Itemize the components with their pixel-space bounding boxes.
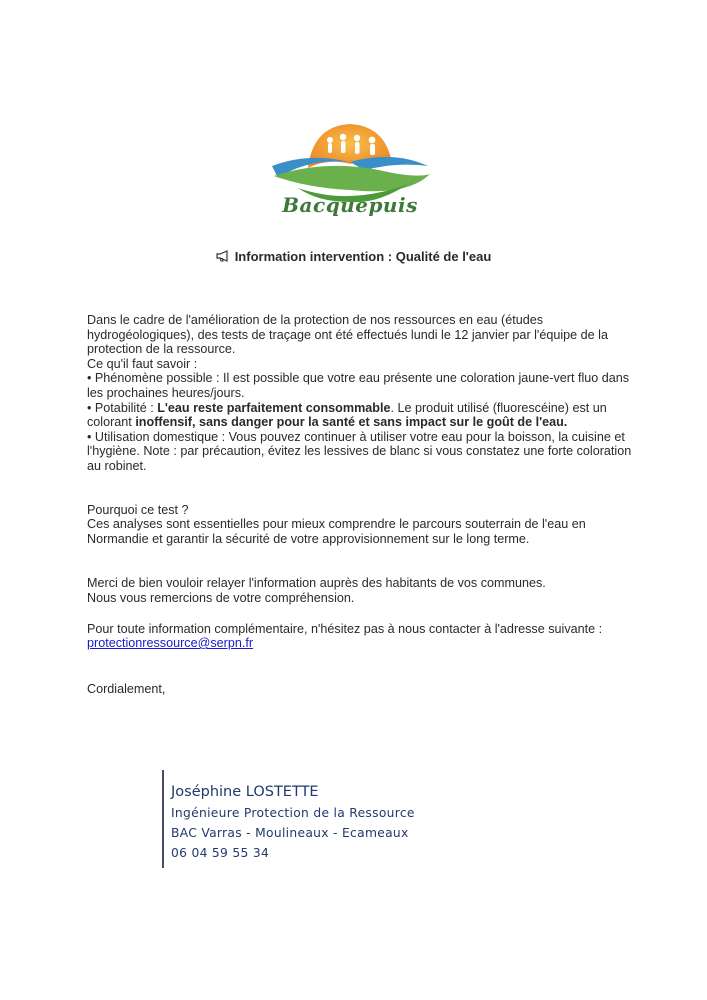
contact-paragraph bbox=[87, 622, 632, 651]
why-answer: Ces analyses sont essentielles pour mieux comprendre le parcours souterrain de l'eau en Normandie et garantir la sécurité de votre approvisionnement sur le long terme. bbox=[87, 517, 586, 546]
heading-text: Information intervention : Qualité de l'eau bbox=[234, 249, 492, 264]
logo-wordmark: Bacquepuis bbox=[282, 193, 418, 217]
bullet-potabilite-bold2: inoffensif, sans danger pour la santé et sans impact sur le goût de l'eau. bbox=[135, 415, 568, 430]
letter-body bbox=[87, 313, 632, 696]
bullet-phenomene: • Phénomène possible : Il est possible que votre eau présente une coloration jaune-vert fluo dans les prochaines heures/jours. bbox=[87, 371, 630, 400]
bullet-potabilite bbox=[87, 401, 632, 430]
closing: Cordialement, bbox=[87, 681, 166, 696]
why-question: Pourquoi ce test ? bbox=[87, 502, 189, 517]
bullet-potabilite-bold1: L'eau reste parfaitement consommable bbox=[157, 400, 391, 415]
megaphone-icon bbox=[216, 250, 231, 262]
bullet-utilisation: • Utilisation domestique : Vous pouvez continuer à utiliser votre eau pour la boisson, la cuisine et l'hygiène. Note : par précaution, évitez les lessives de blanc si vous constatez une forte coloration au robinet. bbox=[87, 429, 632, 473]
page-heading bbox=[0, 249, 707, 264]
thanks-line-1: Merci de bien vouloir relayer l'information auprès des habitants de vos communes. bbox=[87, 576, 546, 591]
signature-title: Ingénieure Protection de la Ressource bbox=[171, 806, 415, 820]
email-signature bbox=[162, 770, 415, 868]
intro-paragraph: Dans le cadre de l'amélioration de la protection de nos ressources en eau (études hydrogéologiques), des tests de traçage ont été effectués lundi le 12 janvier par l'équipe de la protection de la ressource. bbox=[87, 313, 608, 357]
thanks-line-2: Nous vous remercions de votre compréhension. bbox=[87, 590, 355, 605]
bullet-potabilite-mid: . Le produit utilisé (fluorescéine) est un colorant bbox=[87, 400, 607, 430]
know-label: Ce qu'il faut savoir : bbox=[87, 356, 198, 371]
contact-text: Pour toute information complémentaire, n'hésitez pas à nous contacter à l'adresse suivante : bbox=[87, 621, 603, 636]
contact-email-link[interactable]: protectionressource@serpn.fr bbox=[87, 636, 254, 651]
signature-name: Joséphine LOSTETTE bbox=[171, 784, 319, 800]
signature-phone: 06 04 59 55 34 bbox=[171, 846, 270, 860]
bullet-potabilite-prefix: • Potabilité : bbox=[87, 400, 158, 415]
signature-org: BAC Varras - Moulineaux - Ecameaux bbox=[171, 826, 409, 840]
